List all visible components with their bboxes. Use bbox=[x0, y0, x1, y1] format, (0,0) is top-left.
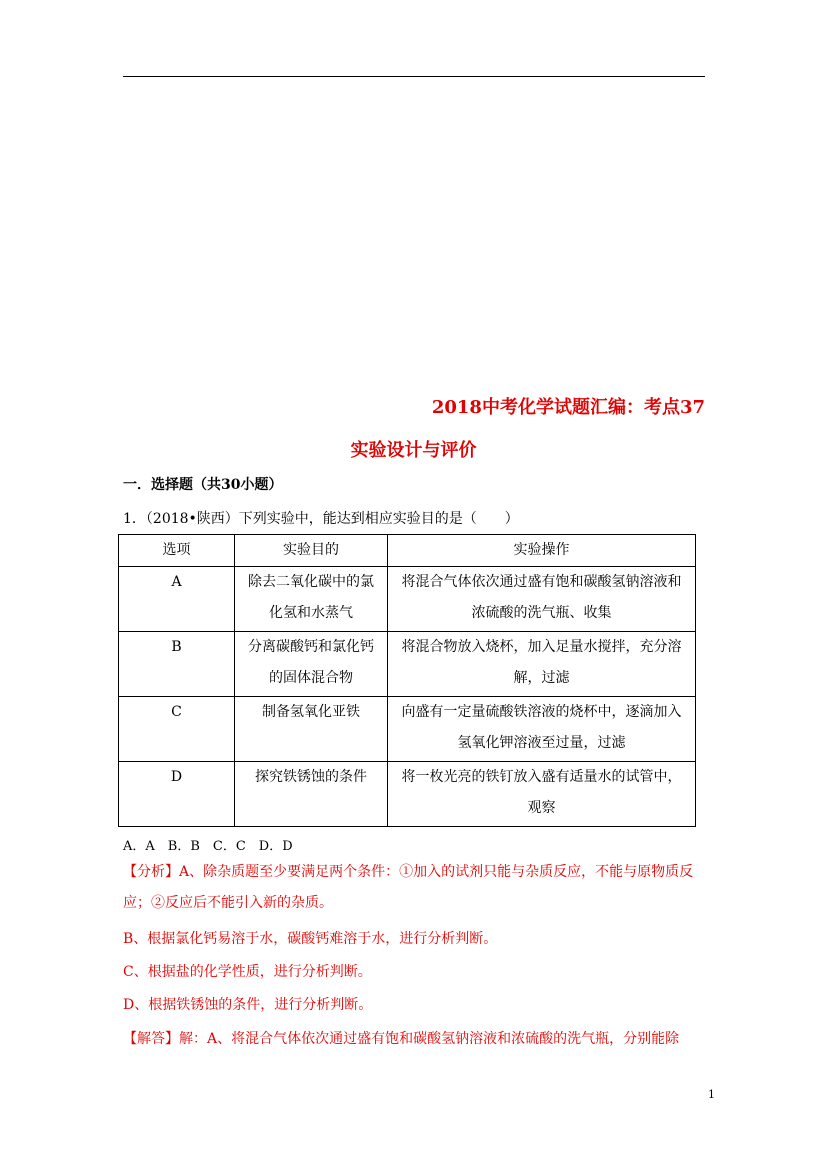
solution-text: 解：A、将混合气体依次通过盛有饱和碳酸氢钠溶液和浓硫酸的洗气瓶，分别能除 bbox=[179, 1031, 680, 1047]
header-rule bbox=[123, 76, 705, 77]
table-cell-operation: 将一枚光亮的铁钉放入盛有适量水的试管中，观察 bbox=[388, 762, 696, 827]
table-cell-option: C bbox=[119, 697, 235, 762]
table-cell-option: B bbox=[119, 632, 235, 697]
table-row bbox=[119, 567, 696, 632]
table-header-row bbox=[119, 535, 696, 567]
table-cell-option: D bbox=[119, 762, 235, 827]
analysis-line-c: C、根据盐的化学性质，进行分析判断。 bbox=[123, 964, 372, 980]
solution-tag: 【解答】 bbox=[123, 1031, 179, 1047]
section-heading: 一．选择题（共30小题） bbox=[123, 477, 283, 493]
table-header-option: 选项 bbox=[119, 535, 235, 567]
page-number: 1 bbox=[708, 1088, 715, 1101]
document-title: 2018中考化学试题汇编：考点37 bbox=[431, 397, 705, 418]
table-cell-operation: 向盛有一定量硫酸铁溶液的烧杯中，逐滴加入氢氧化钾溶液至过量，过滤 bbox=[388, 697, 696, 762]
table-cell-operation: 将混合物放入烧杯，加入足量水搅拌，充分溶解，过滤 bbox=[388, 632, 696, 697]
table-cell-operation: 将混合气体依次通过盛有饱和碳酸氢钠溶液和浓硫酸的洗气瓶、收集 bbox=[388, 567, 696, 632]
table-cell-purpose: 除去二氧化碳中的氯化氢和水蒸气 bbox=[235, 567, 388, 632]
table-row bbox=[119, 697, 696, 762]
analysis-line-a: A、除杂质题至少要满足两个条件：①加入的试剂只能与杂质反应，不能与原物质反应；②反应后不能引入新的杂质。 bbox=[123, 864, 694, 911]
table-cell-option: A bbox=[119, 567, 235, 632]
options-table bbox=[118, 534, 696, 827]
solution bbox=[123, 1024, 705, 1055]
analysis-tag: 【分析】 bbox=[123, 864, 179, 880]
answer-choices: A．A B．B C．C D．D bbox=[123, 839, 293, 854]
analysis-line-d: D、根据铁锈蚀的条件，进行分析判断。 bbox=[123, 997, 373, 1013]
table-header-purpose: 实验目的 bbox=[235, 535, 388, 567]
question-text: 1．（2018•陕西）下列实验中，能达到相应实验目的是（ ） bbox=[123, 511, 519, 527]
table-cell-purpose: 分离碳酸钙和氯化钙的固体混合物 bbox=[235, 632, 388, 697]
table-row bbox=[119, 762, 696, 827]
table-cell-purpose: 探究铁锈蚀的条件 bbox=[235, 762, 388, 827]
analysis-a bbox=[123, 857, 705, 919]
document-subtitle: 实验设计与评价 bbox=[350, 440, 477, 461]
table-cell-purpose: 制备氢氧化亚铁 bbox=[235, 697, 388, 762]
table-row bbox=[119, 632, 696, 697]
analysis-line-b: B、根据氯化钙易溶于水，碳酸钙难溶于水，进行分析判断。 bbox=[123, 931, 498, 947]
table-header-operation: 实验操作 bbox=[388, 535, 696, 567]
